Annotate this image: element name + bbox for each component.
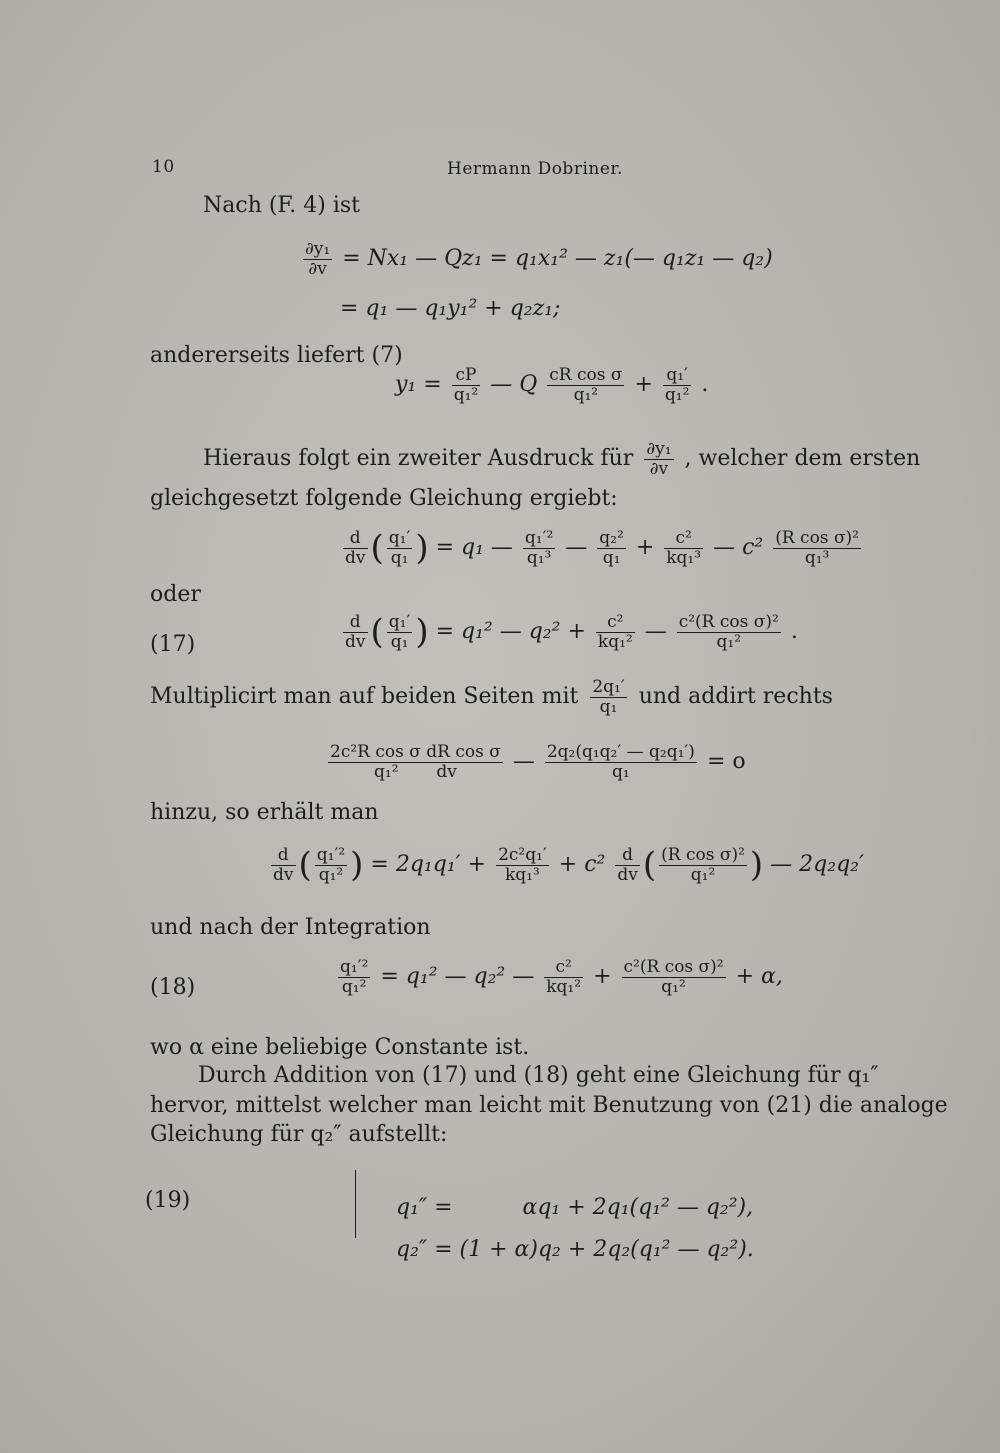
text-wo: wo α eine beliebige Constante ist. [150,1035,530,1060]
equation-19-line1: q₁″ = αq₁ + 2q₁(q₁² — q₂²), [395,1195,754,1220]
fraction: $\frac{\text{2q₂(q₁q₂′ — q₂q₁′)}}{\text{q₁}}$ [546,742,695,782]
text-gleichgesetzt: gleichgesetzt folgende Gleichung ergiebt: [150,486,618,511]
text-nach: Nach (F. 4) ist [203,193,360,218]
text-oder: oder [150,582,201,607]
equation-number-19: (19) [145,1188,191,1213]
equation-18: $\frac{\text{q₁′²}}{\text{q₁²}}$ = q₁² — q₂² — $\frac{\text{c²}}{\text{kq₁²}}$ + $\frac{\text{c²(R cos σ)²}}{\text{q₁²}}$ + α, [340,957,783,997]
page-number: 10 [152,157,175,177]
equation-19-line2: q₂″ = (1 + α)q₂ + 2q₂(q₁² — q₂²). [395,1237,754,1262]
equation-number-17: (17) [150,632,196,657]
fraction: $\frac{d}{dv}$ [345,527,366,568]
fraction: $\frac{\text{q₁′}}{\text{q₁²}}$ [664,365,690,405]
text-gleichung: Gleichung für q₂″ aufstellt: [150,1122,448,1147]
text-multiplicirt-line: Multiplicirt man auf beiden Seiten mit $\frac{\text{2q₁′}}{\text{q₁}}$ und addirt rechts [150,677,833,717]
fraction: $\frac{\text{q₁′}}{\text{q₁}}$ [388,611,411,652]
fraction: $\frac{\text{cR cos σ}}{\text{q₁²}}$ [549,365,623,405]
fraction: $\frac{\text{c²(R cos σ)²}}{\text{q₁²}}$ [678,611,779,652]
text-andererseits: andererseits liefert (7) [150,343,403,368]
fraction: $\frac{d}{dv}$ [273,844,294,885]
running-header-author: Hermann Dobriner. [447,159,624,179]
equation-dy1-dv: $\frac{\text{∂y₁}}{\partial v}$ = Nx₁ — Qz₁ = q₁x₁² — z₁(— q₁z₁ — q₂) [305,239,773,279]
equation-number-18: (18) [150,975,196,1000]
fraction: $\frac{\text{q₂²}}{\text{q₁}}$ [599,527,624,568]
fraction: $\frac{cP}{\text{q₁²}}$ [453,365,479,405]
fraction: $\frac{\text{(R cos σ)²}}{\text{q₁²}}$ [661,844,745,885]
fraction: $\frac{\text{q₁′}}{\text{q₁}}$ [388,527,411,568]
fraction: $\frac{\text{c²}}{\text{kq₁²}}$ [546,957,582,997]
fraction: $\frac{d}{dv}$ [617,844,638,885]
text-durch: Durch Addition von (17) und (18) geht eine Gleichung für q₁″ [198,1063,879,1088]
fraction: $\frac{\text{2c²q₁′}}{\text{kq₁³}}$ [498,844,547,885]
fraction: $\frac{d}{dv}$ [345,611,366,652]
text-hervor: hervor, mittelst welcher man leicht mit Benutzung von (21) die analoge [150,1093,948,1118]
fraction: $\frac{\text{(R cos σ)²}}{\text{q₁³}}$ [775,527,859,568]
fraction: $\frac{\text{c²}}{\text{kq₁³}}$ [666,527,702,568]
fraction: $\frac{\text{∂y₁}}{\partial v}$ [646,439,672,479]
fraction: $\frac{\text{q₁′²}}{\text{q₁³}}$ [524,527,554,568]
text-hieraus-line: Hieraus folgt ein zweiter Ausdruck für $\frac{\text{∂y₁}}{\partial v}$ , welcher dem ersten [203,439,921,479]
fraction: $\frac{\text{2c²R cos σ dR cos σ}}{\text{q₁² dv}}$ [330,742,501,782]
equation-addition-term: $\frac{\text{2c²R cos σ dR cos σ}}{\text{q₁² dv}}$ — $\frac{\text{2q₂(q₁q₂′ — q₂q₁′)}}{\text{q₁}}$ = o [330,742,746,782]
equation-17: $\frac{d}{dv}$ ( $\frac{\text{q₁′}}{\text{q₁}}$ ) = q₁² — q₂² + $\frac{\text{c²}}{\text{kq₁²}}$ — $\frac{\text{c²(R cos σ)²}}{\text{q₁²}}$ . [345,611,798,652]
equation-derivative-1: $\frac{d}{dv}$ ( $\frac{\text{q₁′}}{\text{q₁}}$ ) = q₁ — $\frac{\text{q₁′²}}{\text{q₁³}}$ — $\frac{\text{q₂²}}{\text{q₁}}$ + $\frac{\text{c²}}{\text{kq₁³}}$ — c² $\frac{\text{(R cos σ)²}}{\text{q₁³}}$ [345,527,859,568]
fraction: $\frac{\text{q₁′²}}{\text{q₁²}}$ [316,844,346,885]
fraction: $\frac{\text{∂y₁}}{\partial v}$ [305,239,331,279]
text-hinzu: hinzu, so erhält man [150,800,379,825]
fraction: $\frac{\text{q₁′²}}{\text{q₁²}}$ [340,957,369,997]
equation-derivative-2: $\frac{d}{dv}$ ( $\frac{\text{q₁′²}}{\text{q₁²}}$ ) = 2q₁q₁′ + $\frac{\text{2c²q₁′}}{\text{kq₁³}}$ + c² $\frac{d}{dv}$ ( $\frac{\text{(R cos σ)²}}{\text{q₁²}}$ ) — 2q₂q₂′ [273,844,864,885]
equation-system-brace [355,1170,362,1238]
text-integration: und nach der Integration [150,915,431,940]
equation-y1: y₁ = $\frac{cP}{\text{q₁²}}$ — Q $\frac{\text{cR cos σ}}{\text{q₁²}}$ + $\frac{\text{q₁′}}{\text{q₁²}}$ . [395,365,709,405]
fraction: $\frac{\text{c²(R cos σ)²}}{\text{q₁²}}$ [623,957,724,997]
fraction: $\frac{\text{c²}}{\text{kq₁²}}$ [597,611,633,652]
equation-dy1-dv-line2: = q₁ — q₁y₁² + q₂z₁; [340,296,561,321]
fraction: $\frac{\text{2q₁′}}{\text{q₁}}$ [592,677,625,717]
